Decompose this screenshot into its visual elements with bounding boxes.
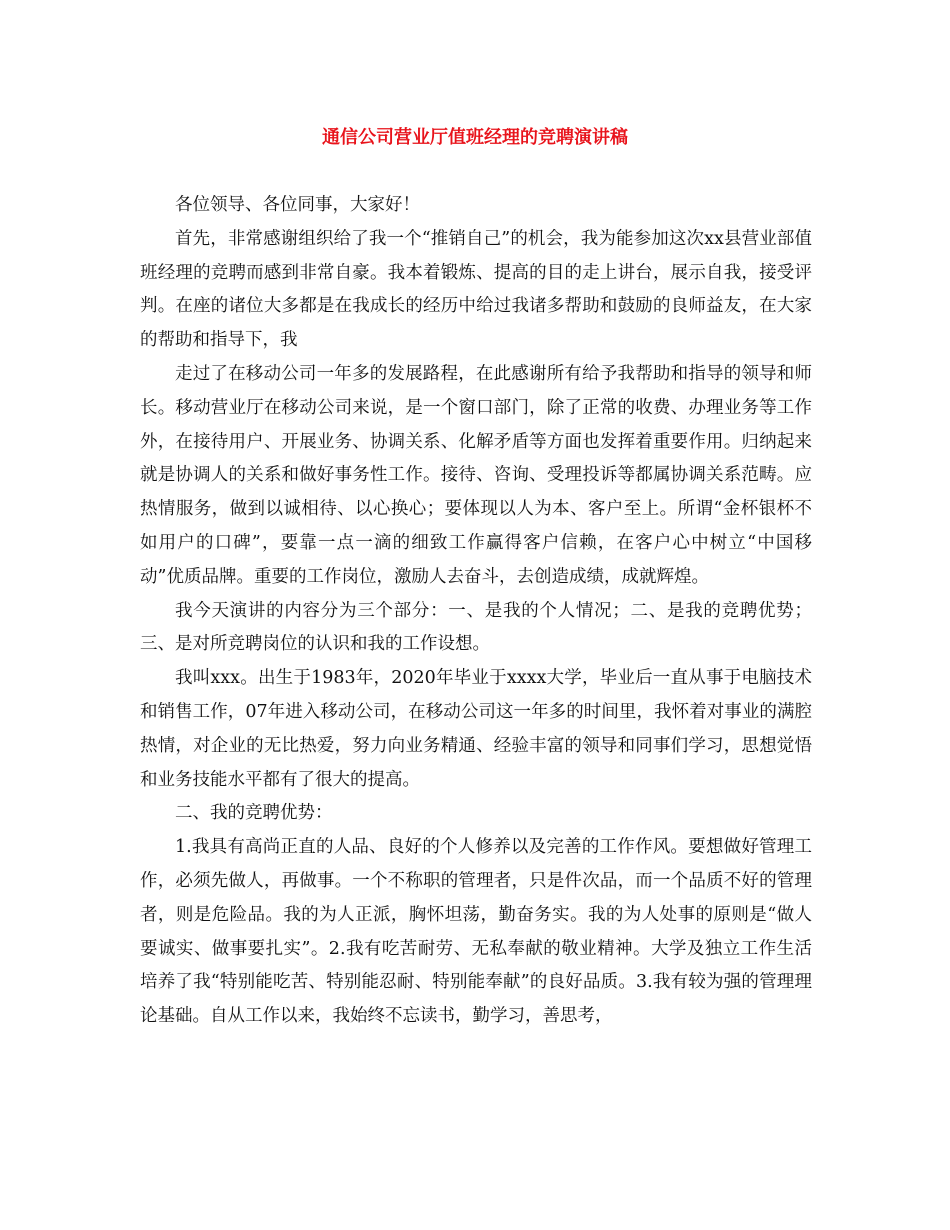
paragraph-opening: 首先，非常感谢组织给了我一个“推销自己”的机会，我为能参加这次xx县营业部值班经理的竞聘而感到非常自豪。我本着锻炼、提高的目的走上讲台，展示自我，接受评判。在座的诸位大多都是在我成长的经历中给过我诸多帮助和鼓励的良师益友，在大家的帮助和指导下，我 bbox=[140, 228, 812, 351]
paragraph-personal-info: 我叫xxx。出生于1983年，2020年毕业于xxxx大学，毕业后一直从事于电脑技术和销售工作，07年进入移动公司，在移动公司这一年多的时间里，我怀着对事业的满腔热情，对企业的无比热爱，努力向业务精通、经验丰富的领导和同事们学习，思想觉悟和业务技能水平都有了很大的提高。 bbox=[140, 668, 812, 790]
paragraph-advantages: 1.我具有高尚正直的人品、良好的个人修养以及完善的工作作风。要想做好管理工作，必须先做人，再做事。一个不称职的管理者，只是件次品，而一个品质不好的管理者，则是危险品。我的为人正派，胸怀坦荡，勤奋务实。我的为人处事的原则是“做人要诚实、做事要扎实”。2.我有吃苦耐劳、无私奉献的敬业精神。大学及独立工作生活培养了我“特别能吃苦、特别能忍耐、特别能奉献”的良好品质。3.我有较为强的管理理论基础。自从工作以来，我始终不忘读书，勤学习，善思考， bbox=[140, 837, 812, 1027]
document-body bbox=[140, 189, 812, 1034]
paragraph-section-heading: 二、我的竞聘优势： bbox=[175, 803, 333, 824]
paragraph-outline: 我今天演讲的内容分为三个部分：一、是我的个人情况；二、是我的竞聘优势；三、是对所竞聘岗位的认识和我的工作设想。 bbox=[140, 600, 812, 655]
paragraph-experience: 走过了在移动公司一年多的发展路程，在此感谢所有给予我帮助和指导的领导和师长。移动营业厅在移动公司来说，是一个窗口部门，除了正常的收费、办理业务等工作外，在接待用户、开展业务、协调关系、化解矛盾等方面也发挥着重要作用。归纳起来就是协调人的关系和做好事务性工作。接待、咨询、受理投诉等都属协调关系范畴。应热情服务，做到以诚相待、以心换心；要体现以人为本、客户至上。所谓“金杯银杯不如用户的口碑”，要靠一点一滴的细致工作赢得客户信赖，在客户心中树立“中国移动”优质品牌。重要的工作岗位，激励人去奋斗，去创造成绩，成就辉煌。 bbox=[140, 363, 812, 587]
document-title: 通信公司营业厅值班经理的竞聘演讲稿 bbox=[322, 127, 628, 148]
paragraph-greeting: 各位领导、各位同事，大家好！ bbox=[175, 195, 420, 215]
